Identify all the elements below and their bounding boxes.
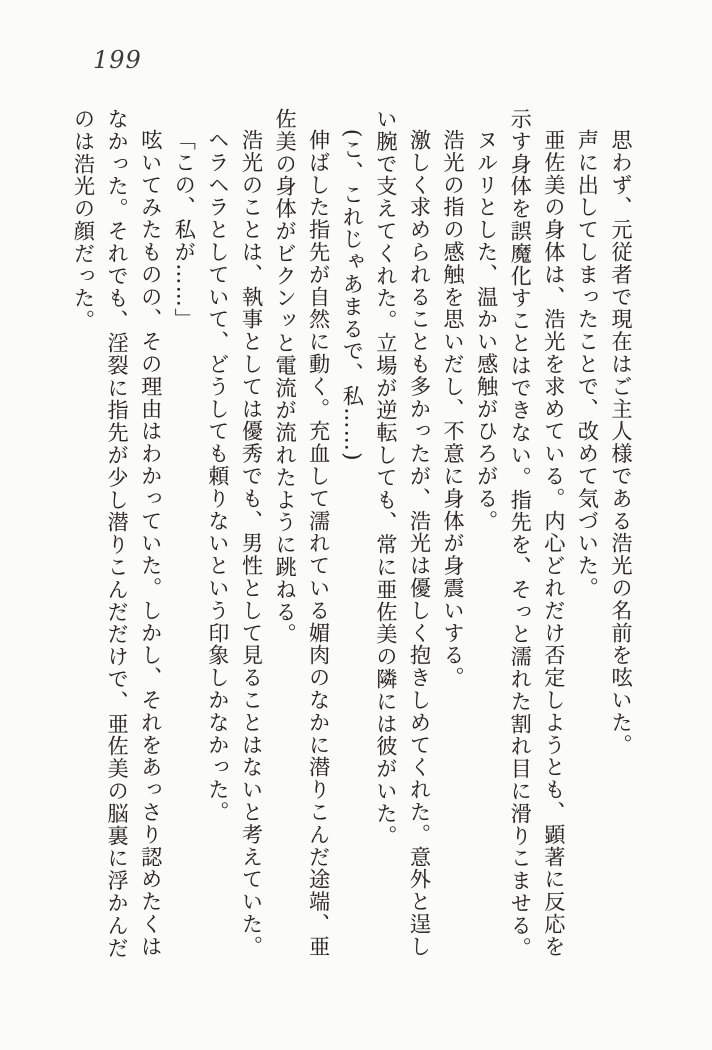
paragraph: 亜佐美の身体は、浩光を求めている。内心どれだけ否定しようとも、顕著に反応を示す身体を誤魔化すことはできない。指先を、そっと濡れた割れ目に滑りこませる。 (508, 108, 566, 960)
paragraph: 思わず、元従者で現在はご主人様である浩光の名前を呟いた。 (609, 129, 633, 757)
paragraph: 声に出してしまったことで、改めて気づいた。 (575, 129, 600, 600)
vertical-text-block (66, 108, 637, 964)
paragraph: 呟いてみたものの、その理由はわかっていた。しかし、それをあっさり認めたくはなかった。それでも、淫裂に指先が少し潜りこんだだけで、亜佐美の脳裏に浮かんだのは浩光の顔だった。 (71, 108, 163, 960)
page-number: 199 (93, 46, 142, 74)
paragraph: (こ、これじゃあまるで、私……) (340, 129, 365, 462)
paragraph: ヘラヘラとしていて、どうしても頼りないという印象しかなかった。 (205, 129, 230, 824)
paragraph: 浩光のことは、執事としては優秀でも、男性として見ることはないと考えていた。 (239, 129, 264, 958)
paragraph: 浩光の指の感触を思いだし、不意に身体が身震いする。 (441, 129, 466, 689)
paragraph: ヌルリとした、温かい感触がひろがる。 (474, 129, 499, 533)
paragraph: 「この、私が……」 (172, 129, 197, 331)
paragraph: 伸ばした指先が自然に動く。充血して濡れている媚肉のなかに潜りこんだ途端、亜佐美の身体がビクンッと電流が流れたように跳ねる。 (273, 108, 331, 958)
paragraph: 激しく求められることも多かったが、浩光は優しく抱きしめてくれた。意外と逞しい腕で支えてくれた。立場が逆転しても、常に亜佐美の隣には彼がいた。 (373, 108, 432, 958)
